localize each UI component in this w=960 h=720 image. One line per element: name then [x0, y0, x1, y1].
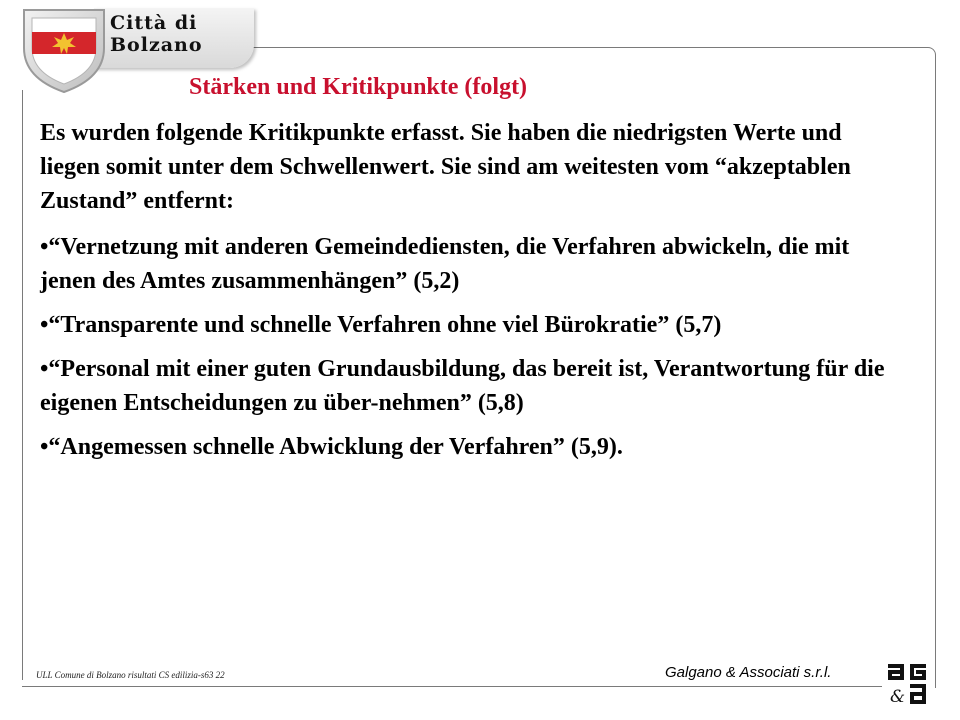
slide-title: Stärken und Kritikpunkte (folgt): [189, 74, 528, 100]
intro-paragraph: Es wurden folgende Kritikpunkte erfasst. Sie haben die niedrigsten Werte und liegen somit unter dem Schwellenwert. Sie sind am weitesten vom “akzeptablen Zustand” entfernt:: [40, 120, 851, 214]
svg-text:&: &: [890, 687, 906, 706]
slide-body: [40, 116, 900, 474]
frame-right-line: [927, 47, 936, 688]
frame-bottom-line: [22, 686, 882, 687]
bullet-item: •“Angemessen schnelle Abwicklung der Verfahren” (5,9).: [40, 434, 623, 460]
bullet-item: •“Personal mit einer guten Grundausbildung, das bereit ist, Verantwortung für die eigenen Entscheidungen zu über-nehmen” (5,8): [40, 356, 885, 416]
logo-text: [110, 12, 203, 56]
footer-source-note: ULL Comune di Bolzano risultati CS edilizia-s63 22: [36, 670, 225, 680]
frame-top-line: [228, 47, 928, 48]
ag-logo-icon: [887, 662, 927, 706]
footer-company-name: Galgano & Associati s.r.l.: [665, 664, 832, 681]
frame-left-line: [22, 90, 23, 680]
bullet-item: •“Transparente und schnelle Verfahren ohne viel Bürokratie” (5,7): [40, 312, 722, 338]
city-crest-icon: [18, 4, 110, 94]
logo-line-1: Città di: [110, 12, 198, 34]
logo-line-2: Bolzano: [110, 34, 203, 56]
bullet-item: •“Vernetzung mit anderen Gemeindediensten, die Verfahren abwickeln, die mit jenen des Amtes zusammenhängen” (5,2): [40, 234, 850, 294]
